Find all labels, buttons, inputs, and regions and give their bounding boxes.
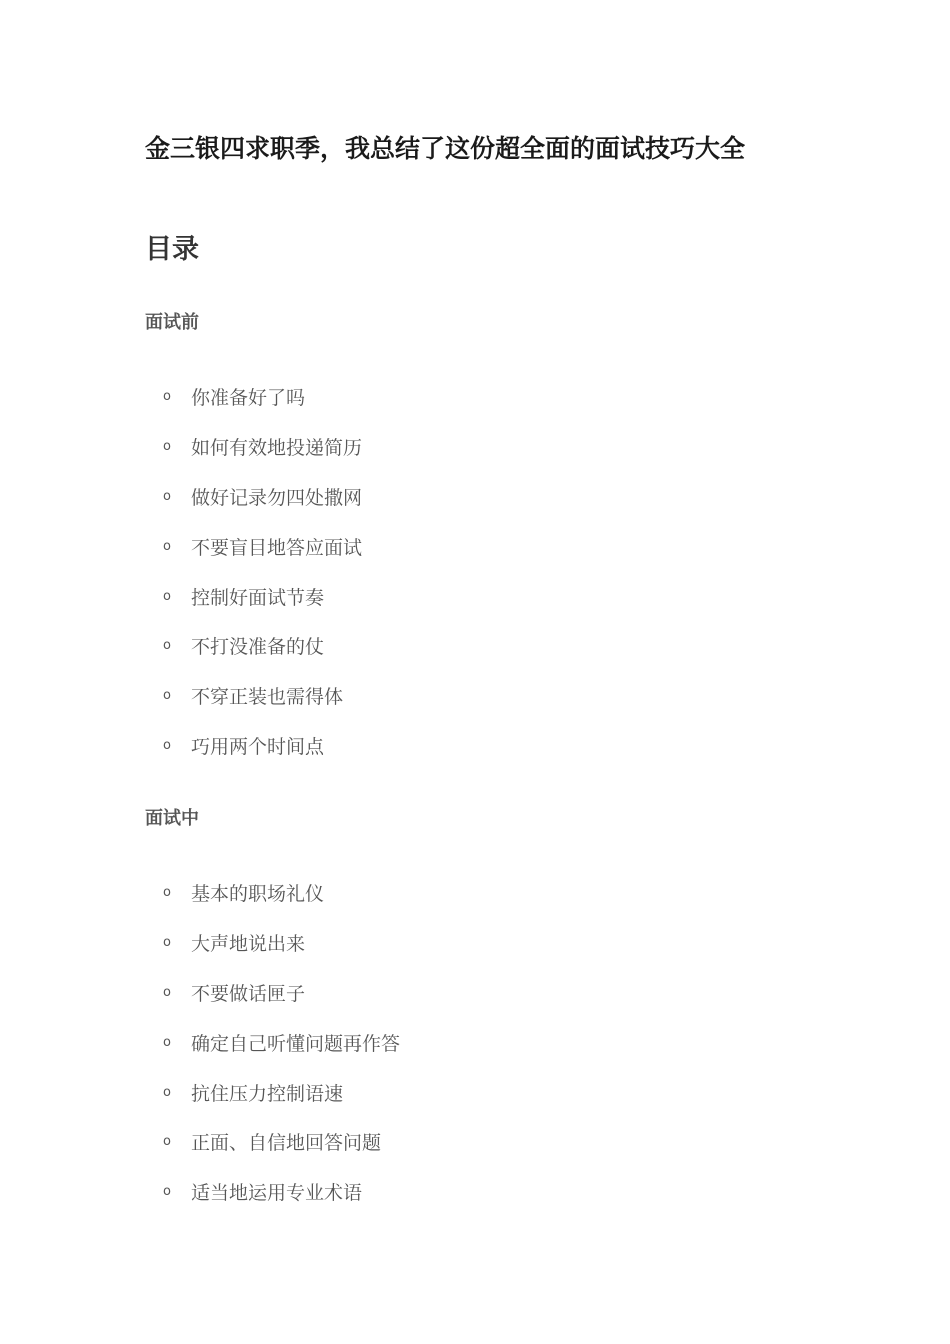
bullet: o [163, 688, 171, 704]
section-heading-during-interview: 面试中 [145, 808, 199, 829]
toc-item-label: 适当地运用专业术语 [191, 1182, 363, 1205]
bullet: o [163, 984, 171, 1000]
document-title: 金三银四求职季，我总结了这份超全面的面试技巧大全 [145, 134, 746, 163]
toc-item[interactable] [160, 721, 362, 771]
bullet: o [163, 389, 171, 405]
toc-item-label: 正面、自信地回答问题 [191, 1132, 382, 1155]
toc-item-label: 不要盲目地答应面试 [191, 536, 363, 559]
bullet: o [163, 1084, 171, 1100]
bullet: o [163, 1034, 171, 1050]
toc-heading: 目录 [145, 234, 199, 265]
toc-item-label: 不打没准备的仗 [191, 636, 325, 659]
toc-item-label: 抗住压力控制语速 [191, 1082, 344, 1105]
bullet: o [163, 439, 171, 455]
toc-list-before-interview [160, 372, 362, 770]
toc-item-label: 控制好面试节奏 [191, 586, 325, 609]
bullet: o [163, 1184, 171, 1200]
toc-item[interactable] [160, 671, 362, 721]
toc-item[interactable] [160, 372, 362, 422]
toc-item[interactable] [160, 571, 362, 621]
toc-item-label: 不穿正装也需得体 [191, 686, 344, 709]
toc-item[interactable] [160, 472, 362, 522]
bullet: o [163, 638, 171, 654]
toc-item-label: 巧用两个时间点 [191, 735, 325, 758]
toc-item[interactable] [160, 968, 400, 1018]
toc-item[interactable] [160, 1017, 400, 1067]
toc-item-label: 如何有效地投递简历 [191, 437, 363, 460]
bullet: o [163, 588, 171, 604]
bullet: o [163, 488, 171, 504]
toc-item[interactable] [160, 1117, 400, 1167]
toc-item-label: 基本的职场礼仪 [191, 883, 325, 906]
section-heading-before-interview: 面试前 [145, 312, 199, 333]
toc-item-label: 你准备好了吗 [191, 387, 306, 410]
bullet: o [163, 885, 171, 901]
toc-item[interactable] [160, 1067, 400, 1117]
bullet: o [163, 737, 171, 753]
toc-item-label: 做好记录勿四处撒网 [191, 486, 363, 509]
toc-item-label: 大声地说出来 [191, 933, 306, 956]
toc-item[interactable] [160, 918, 400, 968]
toc-item[interactable] [160, 868, 400, 918]
toc-item[interactable] [160, 521, 362, 571]
toc-item[interactable] [160, 621, 362, 671]
toc-item[interactable] [160, 422, 362, 472]
toc-item-label: 不要做话匣子 [191, 982, 306, 1005]
toc-item-label: 确定自己听懂问题再作答 [191, 1032, 401, 1055]
bullet: o [163, 935, 171, 951]
toc-item[interactable] [160, 1167, 400, 1217]
bullet: o [163, 1134, 171, 1150]
bullet: o [163, 538, 171, 554]
toc-list-during-interview [160, 868, 400, 1217]
